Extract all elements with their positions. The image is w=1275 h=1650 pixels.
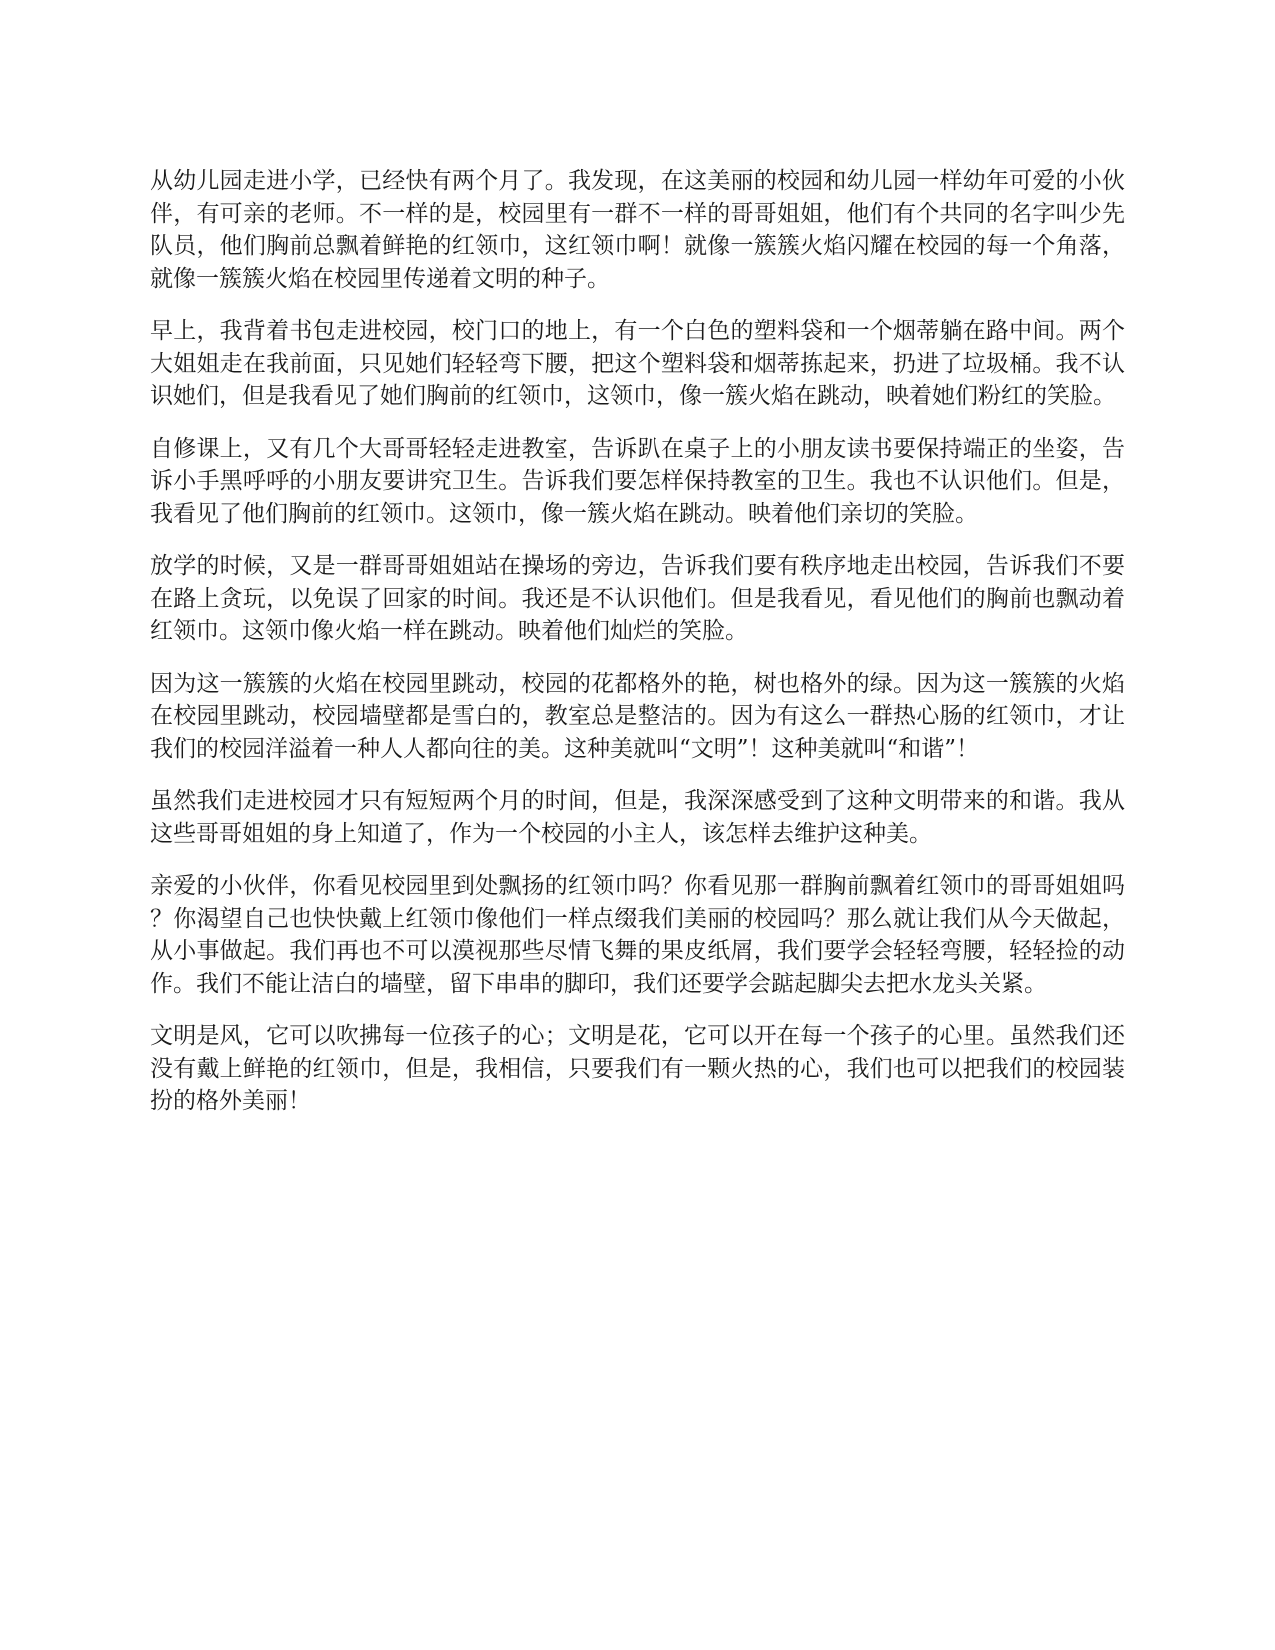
paragraph-2: 早上，我背着书包走进校园，校门口的地上，有一个白色的塑料袋和一个烟蒂躺在路中间。两个大姐姐走在我前面，只见她们轻轻弯下腰，把这个塑料袋和烟蒂拣起来，扔进了垃圾桶。我不认识她们，但是我看见了她们胸前的红领巾，这领巾，像一簇火焰在跳动，映着她们粉红的笑脸。 (150, 318, 1125, 409)
paragraph-3: 自修课上，又有几个大哥哥轻轻走进教室，告诉趴在桌子上的小朋友读书要保持端正的坐姿，告诉小手黑呼呼的小朋友要讲究卫生。告诉我们要怎样保持教室的卫生。我也不认识他们。但是，我看见了他们胸前的红领巾。这领巾，像一簇火焰在跳动。映着他们亲切的笑脸。 (150, 435, 1125, 527)
document-page (150, 165, 1125, 1138)
paragraph-7: 亲爱的小伙伴，你看见校园里到处飘扬的红领巾吗？你看见那一群胸前飘着红领巾的哥哥姐姐吗？你渴望自己也快快戴上红领巾像他们一样点缀我们美丽的校园吗？那么就让我们从今天做起，从小事做起。我们再也不可以漠视那些尽情飞舞的果皮纸屑，我们要学会轻轻弯腰，轻轻捡的动作。我们不能让洁白的墙壁，留下串串的脚印，我们还要学会踮起脚尖去把水龙头关紧。 (150, 873, 1125, 997)
paragraph-6: 虽然我们走进校园才只有短短两个月的时间，但是，我深深感受到了这种文明带来的和谐。我从这些哥哥姐姐的身上知道了，作为一个校园的小主人，该怎样去维护这种美。 (150, 788, 1125, 847)
paragraph-5: 因为这一簇簇的火焰在校园里跳动，校园的花都格外的艳，树也格外的绿。因为这一簇簇的火焰在校园里跳动，校园墙壁都是雪白的，教室总是整洁的。因为有这么一群热心肠的红领巾，才让我们的校园洋溢着一种人人都向往的美。这种美就叫“文明”！这种美就叫“和谐”！ (150, 670, 1125, 762)
paragraph-8: 文明是风，它可以吹拂每一位孩子的心；文明是花，它可以开在每一个孩子的心里。虽然我们还没有戴上鲜艳的红领巾，但是，我相信，只要我们有一颗火热的心，我们也可以把我们的校园装扮的格外美丽！ (150, 1023, 1125, 1114)
paragraph-1: 从幼儿园走进小学，已经快有两个月了。我发现，在这美丽的校园和幼儿园一样幼年可爱的小伙伴，有可亲的老师。不一样的是，校园里有一群不一样的哥哥姐姐，他们有个共同的名字叫少先队员，他们胸前总飘着鲜艳的红领巾，这红领巾啊！就像一簇簇火焰闪耀在校园的每一个角落，就像一簇簇火焰在校园里传递着文明的种子。 (150, 168, 1125, 292)
paragraph-4: 放学的时候，又是一群哥哥姐姐站在操场的旁边，告诉我们要有秩序地走出校园，告诉我们不要在路上贪玩，以免误了回家的时间。我还是不认识他们。但是我看见，看见他们的胸前也飘动着红领巾。这领巾像火焰一样在跳动。映着他们灿烂的笑脸。 (150, 553, 1125, 644)
